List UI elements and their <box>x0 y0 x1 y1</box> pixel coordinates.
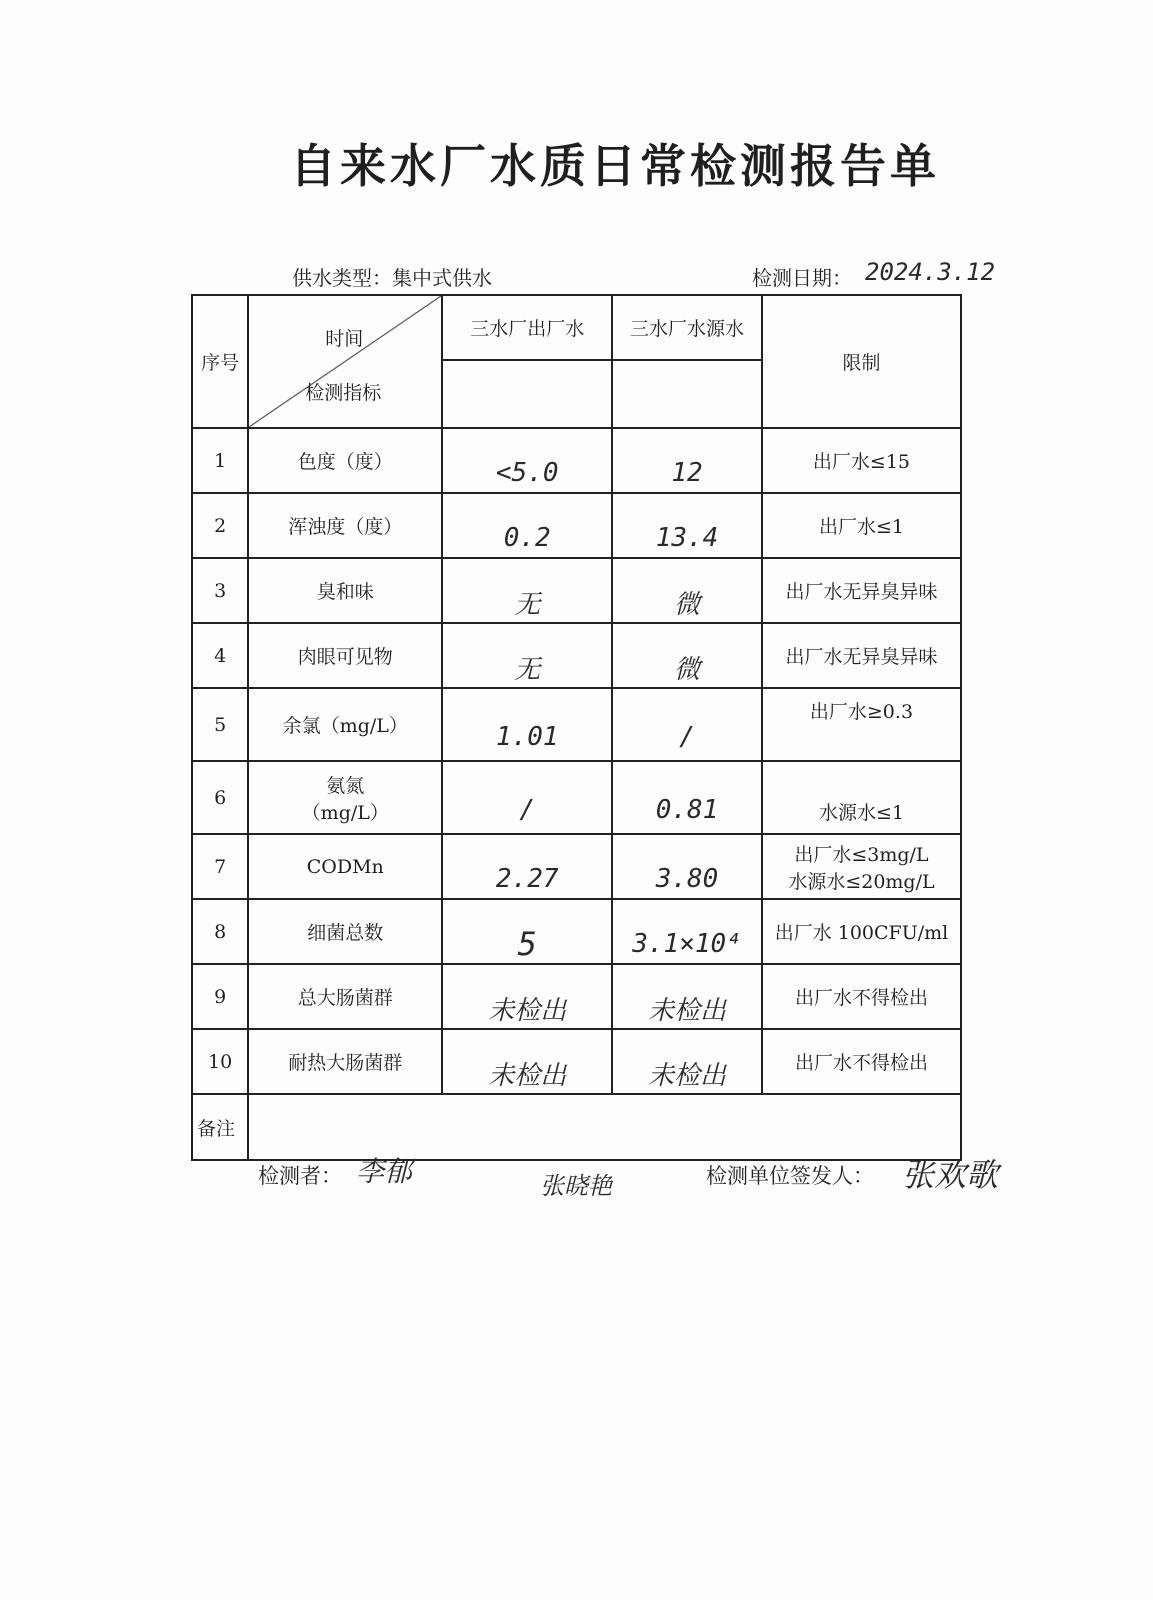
row-limit: 出厂水无异臭异味 <box>762 623 961 688</box>
row-seq: 10 <box>192 1029 248 1094</box>
row-value-b: 0.81 <box>612 761 762 834</box>
row-value-a: <5.0 <box>442 428 612 493</box>
row-value-a: 未检出 <box>442 1029 612 1094</box>
row-seq: 1 <box>192 428 248 493</box>
report-table <box>191 294 962 1161</box>
limit-header: 限制 <box>762 295 961 428</box>
row-value-a: 无 <box>442 558 612 623</box>
row-value-b: 13.4 <box>612 493 762 558</box>
tester-label: 检测者： <box>258 1164 342 1188</box>
table-row <box>192 688 961 761</box>
row-value-a: 0.2 <box>442 493 612 558</box>
row-value-a: / <box>442 761 612 834</box>
row-value-a: 2.27 <box>442 834 612 899</box>
row-indicator: 耐热大肠菌群 <box>248 1029 442 1094</box>
remark-label: 备注 <box>192 1094 248 1160</box>
row-seq: 4 <box>192 623 248 688</box>
row-limit: 出厂水≤3mg/L 水源水≤20mg/L <box>762 834 961 899</box>
row-indicator: 浑浊度（度） <box>248 493 442 558</box>
tester-signature-1: 李郁 <box>356 1155 413 1188</box>
row-indicator: 余氯（mg/L） <box>248 688 442 761</box>
seq-header: 序号 <box>192 295 248 428</box>
table-row <box>192 428 961 493</box>
row-limit: 出厂水≤15 <box>762 428 961 493</box>
row-seq: 8 <box>192 899 248 964</box>
row-indicator: 肉眼可见物 <box>248 623 442 688</box>
site-b-header: 三水厂水源水 <box>612 295 762 360</box>
row-indicator: 总大肠菌群 <box>248 964 442 1029</box>
row-seq: 6 <box>192 761 248 834</box>
row-seq: 9 <box>192 964 248 1029</box>
report-title: 自来水厂水质日常检测报告单 <box>290 139 940 193</box>
row-indicator: 色度（度） <box>248 428 442 493</box>
table-row <box>192 558 961 623</box>
date-label: 检测日期： <box>752 266 852 290</box>
row-seq: 2 <box>192 493 248 558</box>
row-limit: 出厂水不得检出 <box>762 964 961 1029</box>
time-header: 时间 <box>325 328 364 350</box>
row-value-b: 3.1×10⁴ <box>612 899 762 964</box>
date-value: 2024.3.12 <box>865 258 996 286</box>
row-limit: 出厂水≥0.3 <box>762 688 961 761</box>
row-value-b: 12 <box>612 428 762 493</box>
row-limit: 出厂水 100CFU/ml <box>762 899 961 964</box>
table-row <box>192 964 961 1029</box>
row-indicator: CODMn <box>248 834 442 899</box>
table-row <box>192 623 961 688</box>
supply-type: 供水类型：集中式供水 <box>292 266 492 290</box>
table-row <box>192 1029 961 1094</box>
row-seq: 3 <box>192 558 248 623</box>
row-indicator: 臭和味 <box>248 558 442 623</box>
row-indicator: 细菌总数 <box>248 899 442 964</box>
table-row <box>192 493 961 558</box>
issuer-label: 检测单位签发人： <box>706 1164 874 1188</box>
table-row <box>192 899 961 964</box>
tester-signature-2: 张晓艳 <box>540 1172 612 1200</box>
row-seq: 7 <box>192 834 248 899</box>
issuer-signature: 张欢歌 <box>902 1156 999 1194</box>
row-value-a: 1.01 <box>442 688 612 761</box>
table-row <box>192 761 961 834</box>
site-a-header: 三水厂出厂水 <box>442 295 612 360</box>
indicator-header: 检测指标 <box>305 382 382 404</box>
site-a-time-cell <box>442 360 612 428</box>
row-value-b: 微 <box>612 623 762 688</box>
row-value-a: 无 <box>442 623 612 688</box>
site-b-time-cell <box>612 360 762 428</box>
row-value-a: 5 <box>442 899 612 964</box>
row-value-b: 未检出 <box>612 1029 762 1094</box>
row-value-a: 未检出 <box>442 964 612 1029</box>
row-value-b: 微 <box>612 558 762 623</box>
row-indicator: 氨氮 （mg/L） <box>248 761 442 834</box>
diagonal-header-cell <box>248 295 442 428</box>
row-limit: 水源水≤1 <box>762 761 961 834</box>
row-value-b: 3.80 <box>612 834 762 899</box>
table-row <box>192 834 961 899</box>
remark-row <box>192 1094 961 1160</box>
row-limit: 出厂水≤1 <box>762 493 961 558</box>
row-seq: 5 <box>192 688 248 761</box>
row-limit: 出厂水不得检出 <box>762 1029 961 1094</box>
row-value-b: / <box>612 688 762 761</box>
row-value-b: 未检出 <box>612 964 762 1029</box>
row-limit: 出厂水无异臭异味 <box>762 558 961 623</box>
